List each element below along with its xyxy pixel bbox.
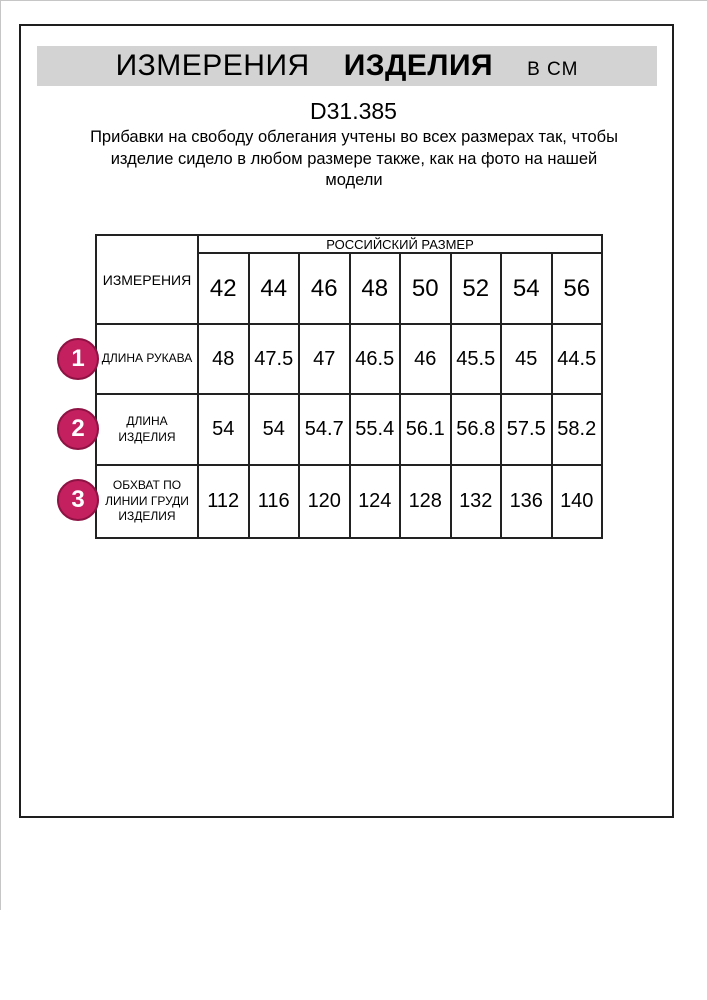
cell-value: 47 — [299, 324, 350, 394]
row-label: ОБХВАТ ПО ЛИНИИ ГРУДИ ИЗДЕЛИЯ — [96, 465, 198, 538]
cell-value: 116 — [249, 465, 300, 538]
table-row-chest-girth — [96, 465, 602, 538]
cell-value: 48 — [198, 324, 249, 394]
cell-value: 47.5 — [249, 324, 300, 394]
cell-value: 140 — [552, 465, 603, 538]
cell-value: 132 — [451, 465, 502, 538]
cell-value: 46.5 — [350, 324, 401, 394]
title-bar — [37, 46, 657, 86]
title-measurements: ИЗМЕРЕНИЯ — [115, 49, 310, 82]
cell-value: 56.8 — [451, 394, 502, 465]
table-row-item-length — [96, 394, 602, 465]
cell-value: 124 — [350, 465, 401, 538]
row-label: ДЛИНА ИЗДЕЛИЯ — [96, 394, 198, 465]
size-header-54: 54 — [501, 253, 552, 324]
row-marker-2: 2 — [57, 408, 99, 450]
size-header-50: 50 — [400, 253, 451, 324]
cell-value: 45 — [501, 324, 552, 394]
cell-value: 56.1 — [400, 394, 451, 465]
size-header-52: 52 — [451, 253, 502, 324]
page-edge-left — [0, 0, 1, 910]
size-header-56: 56 — [552, 253, 603, 324]
cell-value: 136 — [501, 465, 552, 538]
size-table — [95, 234, 603, 539]
cell-value: 54.7 — [299, 394, 350, 465]
size-header-46: 46 — [299, 253, 350, 324]
cell-value: 46 — [400, 324, 451, 394]
table-row-sleeve-length — [96, 324, 602, 394]
cell-value: 128 — [400, 465, 451, 538]
model-code: D31.385 — [310, 98, 397, 124]
cell-value: 57.5 — [501, 394, 552, 465]
cell-value: 44.5 — [552, 324, 603, 394]
row-label: ДЛИНА РУКАВА — [96, 324, 198, 394]
cell-value: 54 — [198, 394, 249, 465]
table-group-header-row — [96, 235, 602, 253]
cell-value: 112 — [198, 465, 249, 538]
fit-note: Прибавки на свободу облегания учтены во всех размерах так, чтобы изделие сидело в любом размере также, как на фото на нашей модели — [90, 128, 618, 189]
cell-value: 120 — [299, 465, 350, 538]
cell-value: 54 — [249, 394, 300, 465]
cell-value: 58.2 — [552, 394, 603, 465]
size-header-48: 48 — [350, 253, 401, 324]
title-product: ИЗДЕЛИЯ — [343, 49, 494, 82]
row-marker-3: 3 — [57, 479, 99, 521]
cell-value: 55.4 — [350, 394, 401, 465]
size-header-44: 44 — [249, 253, 300, 324]
measurements-column-header: ИЗМЕРЕНИЯ — [96, 235, 198, 324]
page-edge-top — [0, 0, 707, 1]
row-marker-1: 1 — [57, 338, 99, 380]
cell-value: 45.5 — [451, 324, 502, 394]
title-unit-cm: В СМ — [527, 59, 579, 80]
russian-size-header: РОССИЙСКИЙ РАЗМЕР — [198, 235, 602, 253]
size-header-42: 42 — [198, 253, 249, 324]
